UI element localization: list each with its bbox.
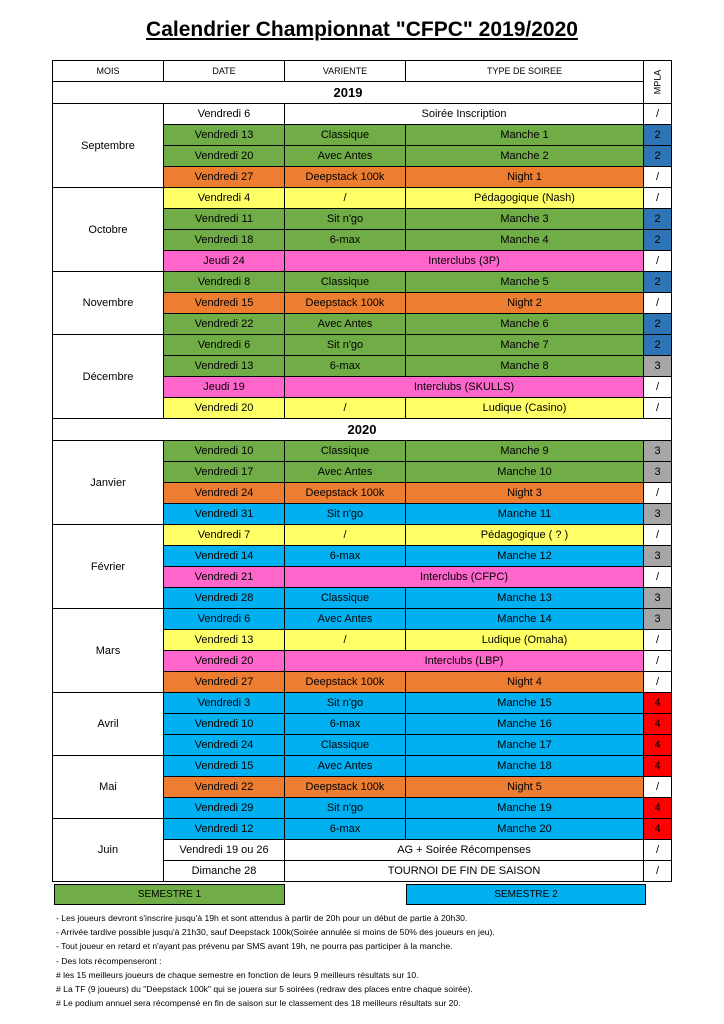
- type-cell: Night 2: [406, 293, 644, 314]
- date-cell: Vendredi 7: [164, 525, 285, 546]
- mpla-cell: /: [644, 861, 672, 882]
- header-row: [53, 61, 672, 82]
- mpla-cell: /: [644, 630, 672, 651]
- date-cell: Vendredi 24: [164, 483, 285, 504]
- mpla-cell: /: [644, 672, 672, 693]
- type-cell: Interclubs (CFPC): [285, 567, 644, 588]
- date-cell: Vendredi 19 ou 26: [164, 840, 285, 861]
- date-cell: Vendredi 13: [164, 356, 285, 377]
- date-cell: Vendredi 15: [164, 756, 285, 777]
- variant-cell: /: [285, 398, 406, 419]
- header-type: TYPE DE SOIREE: [406, 61, 644, 82]
- type-cell: Manche 17: [406, 735, 644, 756]
- type-cell: Manche 11: [406, 504, 644, 525]
- date-cell: Vendredi 4: [164, 188, 285, 209]
- note-line: - Des lots récompenseront :: [56, 955, 162, 966]
- type-cell: Manche 13: [406, 588, 644, 609]
- month-cell: Février: [53, 525, 164, 609]
- mpla-cell: /: [644, 188, 672, 209]
- type-cell: AG + Soirée Récompenses: [285, 840, 644, 861]
- note-line: - Tout joueur en retard et n'ayant pas prévenu par SMS avant 19h, ne pourra pas participer à la manche.: [56, 941, 453, 952]
- month-cell: Novembre: [53, 272, 164, 335]
- variant-cell: Sit n'go: [285, 798, 406, 819]
- type-cell: TOURNOI DE FIN DE SAISON: [285, 861, 644, 882]
- date-cell: Vendredi 13: [164, 125, 285, 146]
- mpla-cell: /: [644, 398, 672, 419]
- header-variante: VARIENTE: [285, 61, 406, 82]
- type-cell: Manche 5: [406, 272, 644, 293]
- mpla-cell: 2: [644, 272, 672, 293]
- date-cell: Vendredi 29: [164, 798, 285, 819]
- type-cell: Manche 14: [406, 609, 644, 630]
- date-cell: Vendredi 18: [164, 230, 285, 251]
- variant-cell: Classique: [285, 735, 406, 756]
- type-cell: Night 4: [406, 672, 644, 693]
- table-row: [53, 441, 672, 462]
- type-cell: Interclubs (LBP): [285, 651, 644, 672]
- mpla-cell: 3: [644, 609, 672, 630]
- variant-cell: Avec Antes: [285, 609, 406, 630]
- type-cell: Manche 16: [406, 714, 644, 735]
- date-cell: Vendredi 20: [164, 398, 285, 419]
- date-cell: Vendredi 27: [164, 672, 285, 693]
- header-mpla-label: MPLA: [652, 69, 663, 95]
- type-cell: Manche 8: [406, 356, 644, 377]
- mpla-cell: /: [644, 840, 672, 861]
- mpla-cell: 3: [644, 441, 672, 462]
- variant-cell: Sit n'go: [285, 335, 406, 356]
- year-row: [53, 82, 672, 104]
- header-mois: MOIS: [53, 61, 164, 82]
- mpla-cell: 2: [644, 146, 672, 167]
- table-row: [53, 188, 672, 209]
- month-cell: Septembre: [53, 104, 164, 188]
- mpla-cell: 2: [644, 314, 672, 335]
- type-cell: Manche 1: [406, 125, 644, 146]
- variant-cell: 6-max: [285, 230, 406, 251]
- date-cell: Vendredi 12: [164, 819, 285, 840]
- variant-cell: Deepstack 100k: [285, 483, 406, 504]
- mpla-cell: 3: [644, 546, 672, 567]
- mpla-cell: /: [644, 167, 672, 188]
- date-cell: Dimanche 28: [164, 861, 285, 882]
- month-cell: Octobre: [53, 188, 164, 272]
- variant-cell: Deepstack 100k: [285, 777, 406, 798]
- mpla-cell: 2: [644, 230, 672, 251]
- mpla-cell: 3: [644, 504, 672, 525]
- legend-semestre-1: SEMESTRE 1: [54, 884, 285, 905]
- mpla-cell: /: [644, 483, 672, 504]
- variant-cell: Sit n'go: [285, 209, 406, 230]
- variant-cell: 6-max: [285, 356, 406, 377]
- legend-semestre-2: SEMESTRE 2: [406, 884, 646, 905]
- page-title: Calendrier Championnat "CFPC" 2019/2020: [146, 18, 578, 41]
- variant-cell: /: [285, 525, 406, 546]
- table-row: [53, 272, 672, 293]
- mpla-cell: 2: [644, 125, 672, 146]
- date-cell: Vendredi 6: [164, 335, 285, 356]
- table-row: [53, 756, 672, 777]
- variant-cell: /: [285, 188, 406, 209]
- type-cell: Night 3: [406, 483, 644, 504]
- type-cell: Manche 4: [406, 230, 644, 251]
- year-label: 2020: [53, 419, 672, 441]
- date-cell: Vendredi 22: [164, 314, 285, 335]
- mpla-cell: 4: [644, 798, 672, 819]
- mpla-cell: /: [644, 104, 672, 125]
- variant-cell: Classique: [285, 588, 406, 609]
- mpla-cell: 4: [644, 735, 672, 756]
- date-cell: Vendredi 10: [164, 714, 285, 735]
- variant-cell: 6-max: [285, 546, 406, 567]
- note-line: - Les joueurs devront s'inscrire jusqu'à 19h et sont attendus à partir de 20h pour un début de partie à 20h30.: [56, 913, 468, 923]
- date-cell: Vendredi 3: [164, 693, 285, 714]
- table-row: [53, 819, 672, 840]
- date-cell: Vendredi 27: [164, 167, 285, 188]
- month-cell: Décembre: [53, 335, 164, 419]
- table-row: [53, 335, 672, 356]
- type-cell: Ludique (Casino): [406, 398, 644, 419]
- date-cell: Vendredi 15: [164, 293, 285, 314]
- mpla-cell: /: [644, 251, 672, 272]
- type-cell: Manche 15: [406, 693, 644, 714]
- type-cell: Manche 12: [406, 546, 644, 567]
- type-cell: Manche 18: [406, 756, 644, 777]
- variant-cell: Deepstack 100k: [285, 293, 406, 314]
- date-cell: Vendredi 14: [164, 546, 285, 567]
- variant-cell: /: [285, 630, 406, 651]
- year-label: 2019: [53, 82, 644, 104]
- mpla-cell: /: [644, 567, 672, 588]
- month-cell: Janvier: [53, 441, 164, 525]
- variant-cell: Classique: [285, 125, 406, 146]
- mpla-cell: /: [644, 377, 672, 398]
- date-cell: Vendredi 20: [164, 651, 285, 672]
- type-cell: Pédagogique (Nash): [406, 188, 644, 209]
- date-cell: Vendredi 8: [164, 272, 285, 293]
- mpla-cell: /: [644, 777, 672, 798]
- note-line: # Le podium annuel sera récompensé en fin de saison sur le classement des 18 meilleurs résultats sur 20.: [56, 998, 461, 1009]
- month-cell: Juin: [53, 819, 164, 882]
- type-cell: Interclubs (3P): [285, 251, 644, 272]
- mpla-cell: 2: [644, 335, 672, 356]
- date-cell: Vendredi 10: [164, 441, 285, 462]
- table-row: [53, 693, 672, 714]
- date-cell: Vendredi 6: [164, 609, 285, 630]
- notes: [56, 911, 696, 1010]
- type-cell: Night 1: [406, 167, 644, 188]
- type-cell: Soirée Inscription: [285, 104, 644, 125]
- note-line: # La TF (9 joueurs) du "Deepstack 100k" qui se jouera sur 5 soirées (redraw des places entre chaque soirée).: [56, 984, 473, 995]
- variant-cell: Deepstack 100k: [285, 167, 406, 188]
- variant-cell: Avec Antes: [285, 462, 406, 483]
- variant-cell: Avec Antes: [285, 314, 406, 335]
- mpla-cell: 3: [644, 356, 672, 377]
- mpla-cell: /: [644, 293, 672, 314]
- note-line: # les 15 meilleurs joueurs de chaque semestre en fonction de leurs 9 meilleurs résultats sur 10.: [56, 969, 419, 980]
- variant-cell: Classique: [285, 272, 406, 293]
- calendar-table: [52, 60, 672, 882]
- type-cell: Manche 7: [406, 335, 644, 356]
- type-cell: Manche 2: [406, 146, 644, 167]
- variant-cell: Sit n'go: [285, 693, 406, 714]
- type-cell: Ludique (Omaha): [406, 630, 644, 651]
- variant-cell: Deepstack 100k: [285, 672, 406, 693]
- table-row: [53, 609, 672, 630]
- type-cell: Manche 10: [406, 462, 644, 483]
- year-row: [53, 419, 672, 441]
- header-date: DATE: [164, 61, 285, 82]
- table-row: [53, 104, 672, 125]
- note-line: - Arrivée tardive possible jusqu'à 21h30, sauf Deepstack 100k(Soirée annulée si moins de 50% des joueurs en jeu).: [56, 927, 495, 938]
- mpla-cell: 3: [644, 462, 672, 483]
- date-cell: Jeudi 19: [164, 377, 285, 398]
- table-row: [53, 525, 672, 546]
- mpla-cell: 3: [644, 588, 672, 609]
- type-cell: Manche 6: [406, 314, 644, 335]
- type-cell: Manche 19: [406, 798, 644, 819]
- month-cell: Mai: [53, 756, 164, 819]
- type-cell: Manche 20: [406, 819, 644, 840]
- date-cell: Vendredi 22: [164, 777, 285, 798]
- mpla-cell: 2: [644, 209, 672, 230]
- variant-cell: Avec Antes: [285, 756, 406, 777]
- mpla-cell: /: [644, 525, 672, 546]
- variant-cell: Avec Antes: [285, 146, 406, 167]
- date-cell: Vendredi 13: [164, 630, 285, 651]
- date-cell: Vendredi 6: [164, 104, 285, 125]
- variant-cell: 6-max: [285, 714, 406, 735]
- date-cell: Vendredi 17: [164, 462, 285, 483]
- type-cell: Night 5: [406, 777, 644, 798]
- mpla-cell: 4: [644, 756, 672, 777]
- variant-cell: Classique: [285, 441, 406, 462]
- variant-cell: Sit n'go: [285, 504, 406, 525]
- type-cell: Pédagogique ( ? ): [406, 525, 644, 546]
- type-cell: Manche 9: [406, 441, 644, 462]
- date-cell: Vendredi 21: [164, 567, 285, 588]
- type-cell: Manche 3: [406, 209, 644, 230]
- date-cell: Vendredi 28: [164, 588, 285, 609]
- mpla-cell: /: [644, 651, 672, 672]
- date-cell: Vendredi 20: [164, 146, 285, 167]
- date-cell: Vendredi 11: [164, 209, 285, 230]
- type-cell: Interclubs (SKULLS): [285, 377, 644, 398]
- mpla-cell: 4: [644, 693, 672, 714]
- header-mpla: [644, 61, 672, 104]
- date-cell: Jeudi 24: [164, 251, 285, 272]
- date-cell: Vendredi 24: [164, 735, 285, 756]
- date-cell: Vendredi 31: [164, 504, 285, 525]
- month-cell: Avril: [53, 693, 164, 756]
- mpla-cell: 4: [644, 714, 672, 735]
- month-cell: Mars: [53, 609, 164, 693]
- variant-cell: 6-max: [285, 819, 406, 840]
- mpla-cell: 4: [644, 819, 672, 840]
